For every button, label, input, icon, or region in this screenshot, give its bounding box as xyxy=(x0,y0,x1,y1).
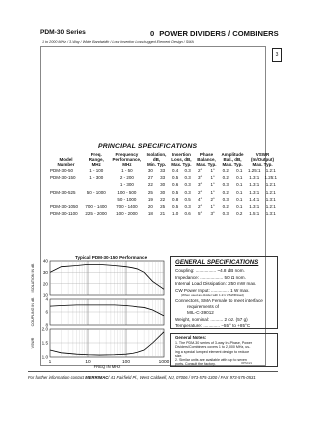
table-cell: 20 xyxy=(147,204,153,210)
specs-header-cell: VSWR xyxy=(255,152,270,157)
table-cell: 18 xyxy=(147,211,153,217)
specs-header-cell: MHz xyxy=(91,162,101,167)
y-tick-label: 1.5 xyxy=(41,340,48,346)
table-row xyxy=(49,196,279,203)
specs-title: PRINCIPAL SPECIFICATIONS xyxy=(98,143,198,150)
spec-cw-note: (When used as divider with 1.2:1 VSWR/load) xyxy=(181,293,244,298)
table-cell: 1.25:1 xyxy=(248,168,261,174)
table-cell: 1° xyxy=(210,189,215,195)
table-cell: 0.3 xyxy=(184,168,191,174)
table-cell: 2° xyxy=(198,189,203,195)
table-cell: 1.25:1 xyxy=(264,175,277,181)
specs-header-cell: Freq. xyxy=(90,152,102,157)
table-cell: 1.4:1 xyxy=(249,196,260,202)
page-subtitle: 1 to 2000 MHz / 3-Way / Wide Bandwidth / Low Insertion Loss/rugged Element Design / SMA xyxy=(42,40,194,44)
y-tick-label: 2.0 xyxy=(41,326,48,332)
specs-header-cell: Min. Typ. xyxy=(146,162,167,167)
table-cell: 1° xyxy=(210,182,215,188)
table-cell: 19 xyxy=(147,196,153,202)
table-row xyxy=(49,210,279,217)
footer-address: / 41 Fairfield Pl., West Caldwell, NJ, 07006 / 973-575-1300 / FAX 973-575-0531 xyxy=(108,375,256,380)
y-tick-label: 10 xyxy=(42,292,48,298)
table-cell: 27 xyxy=(147,175,153,181)
note-1c: ing a special lumped element design to reduce xyxy=(175,349,250,354)
spec-temperature: Temperature: ............. −55° to +85°C xyxy=(175,323,251,329)
footer-prefix: For further information contact xyxy=(28,375,85,380)
table-cell: 30 xyxy=(147,168,153,174)
table-cell: 1.2:1 xyxy=(265,189,276,195)
x-tick-label: 10 xyxy=(85,360,91,365)
table-cell: 100 - 2000 xyxy=(116,211,138,217)
spec-connectors-2: requirements of xyxy=(187,304,219,310)
table-cell: 5° xyxy=(198,211,203,217)
table-cell: 1.3:1 xyxy=(265,196,276,202)
note-2b: ports. Consult the factory. xyxy=(175,362,216,367)
spec-weight: Weight, nominal: .......... 2 oz. (57 g) xyxy=(175,316,248,322)
notes-title: General Notes: xyxy=(175,335,207,340)
y-tick-label: 40 xyxy=(42,258,48,264)
series-line xyxy=(50,332,164,355)
x-tick-label: 1 xyxy=(48,360,52,365)
table-cell: 1.2:1 xyxy=(265,204,276,210)
table-cell: 2° xyxy=(210,196,215,202)
model-cell: PDM-30-150 xyxy=(50,175,76,181)
table-row xyxy=(49,167,279,174)
specs-header-cell: Model xyxy=(59,157,73,162)
specs-header-cell: Frequency xyxy=(115,152,139,157)
table-cell: 1° xyxy=(210,204,215,210)
specs-header-cell: MHz xyxy=(122,162,132,167)
table-row xyxy=(49,174,279,181)
specs-header-cell: Phase xyxy=(199,152,214,157)
table-cell: 0.5 xyxy=(171,204,179,210)
table-cell: 1.3:1 xyxy=(249,182,260,188)
table-cell: 4° xyxy=(198,196,203,202)
table-cell: 0.3 xyxy=(184,182,191,188)
table-cell xyxy=(83,196,110,203)
table-cell: 2° xyxy=(198,204,203,210)
table-cell: 0.5 xyxy=(171,175,179,181)
table-cell: 0.1 xyxy=(236,182,243,188)
table-cell: 0.3 xyxy=(184,175,191,181)
table-cell: 30 xyxy=(160,189,166,195)
table-cell: 50 - 1000 xyxy=(86,189,106,195)
specs-header-cell: Isolation, xyxy=(146,152,167,157)
figure-code: OPSC21 xyxy=(241,361,253,365)
specs-header-cell: Balance, xyxy=(197,157,216,162)
general-notes-box xyxy=(170,333,278,367)
specs-header-cell: Insertion xyxy=(171,152,191,157)
specs-header-cell: Performance, xyxy=(112,157,142,162)
table-cell: 2 - 200 xyxy=(119,175,134,181)
table-cell: 0.3 xyxy=(222,182,229,188)
table-cell: 0.2 xyxy=(236,211,243,217)
spec-power: Internal Load Dissipation: 250 mW max. xyxy=(175,281,257,287)
table-cell: 33 xyxy=(160,175,166,181)
specs-table xyxy=(49,152,279,217)
specs-header-cell: dB, xyxy=(152,157,161,162)
model-cell xyxy=(49,181,83,188)
model-cell: PDM-30-50 xyxy=(50,168,74,174)
table-cell: 3° xyxy=(198,182,203,188)
table-cell: 1.0 xyxy=(171,211,179,217)
y-tick-label: 30 xyxy=(42,269,48,275)
specs-header-cell: Number xyxy=(57,162,75,167)
table-cell: 3° xyxy=(198,175,203,181)
general-specs-box xyxy=(170,256,278,329)
table-cell: 0.3 xyxy=(222,211,229,217)
table-cell: 1.3:1 xyxy=(249,175,260,181)
footer xyxy=(28,371,278,380)
table-cell: 3° xyxy=(210,211,215,217)
model-cell: PDM-30-525 xyxy=(50,189,76,195)
table-cell: 0.6 xyxy=(171,182,179,188)
table-cell: 1 - 100 xyxy=(89,168,104,174)
specs-header-cell: Loss, dB, xyxy=(171,157,192,162)
table-cell: 0.1 xyxy=(236,204,243,210)
y-tick-label: 20 xyxy=(42,281,48,287)
x-axis-label: FREQ IN MHz xyxy=(93,364,121,369)
table-cell: 0.2 xyxy=(222,168,229,174)
spec-connectors: Connectors, SMA Female to meet interface xyxy=(175,297,263,303)
table-cell: 25 xyxy=(147,189,153,195)
x-tick-label: 1000 xyxy=(158,360,170,365)
table-cell: 1° xyxy=(210,175,215,181)
table-cell: 0.4 xyxy=(171,168,179,174)
table-cell: 0.1 xyxy=(236,175,243,181)
table-cell: 0.1 xyxy=(236,168,243,174)
table-cell: 1.2:1 xyxy=(265,182,276,188)
specs-header-cell: Max. Typ. xyxy=(171,162,192,167)
table-cell: 0.2 xyxy=(222,175,229,181)
table-row xyxy=(49,189,279,196)
spec-coupling: Coupling: ................ ~4.8 dB nom. xyxy=(175,268,245,274)
table-cell: 0.3 xyxy=(222,196,229,202)
table-cell: 0.1 xyxy=(236,189,243,195)
note-1b: Dividers/Combiners covers 1 to 2,000 MHz, us- xyxy=(175,345,251,350)
table-cell: 1.3:1 xyxy=(265,211,276,217)
table-cell: 0.3 xyxy=(184,204,191,210)
table-cell: 1.3:1 xyxy=(249,204,260,210)
specs-header-cell: Range, xyxy=(88,157,104,162)
spec-connectors-3: MIL-C-39012 xyxy=(187,310,214,316)
table-cell: 1.5:1 xyxy=(249,211,260,217)
y-tick-label: 6 xyxy=(45,309,48,315)
performance-chart xyxy=(28,258,168,370)
table-cell: 1.3:1 xyxy=(249,189,260,195)
y-axis-label: COUPLING IN dB xyxy=(31,297,35,327)
model-cell xyxy=(49,196,83,203)
table-cell: 0.6 xyxy=(184,211,191,217)
table-cell: 1 - 300 xyxy=(89,175,104,181)
table-cell: 33 xyxy=(160,168,166,174)
footer-company: MERRIMAC xyxy=(85,375,109,380)
spec-impedance: Impedance: .................. 50 Ω nom. xyxy=(175,274,246,280)
page-badge: 3 xyxy=(272,48,282,62)
table-cell: 700 - 1400 xyxy=(116,204,138,210)
table-cell: 1 - 50 xyxy=(121,168,133,174)
specs-header-cell: Max. Typ. xyxy=(222,162,243,167)
table-cell: 0.5 xyxy=(171,189,179,195)
note-1d: size. xyxy=(175,353,183,358)
x-tick-label: 100 xyxy=(121,360,131,365)
general-specs-title: GENERAL SPECIFICATIONS xyxy=(175,259,259,266)
specs-header-cell: (In/Output) xyxy=(251,157,275,162)
table-cell: 0.2 xyxy=(222,204,229,210)
table-cell: 50 - 1000 xyxy=(117,196,137,202)
note-1: 1. The PDM-30 series of 3-way In-Phase, Power xyxy=(175,341,253,346)
spec-cw: CW Power Input: .............. 1 W max. xyxy=(175,287,250,293)
specs-header-cell: Max. Typ. xyxy=(252,162,273,167)
model-cell: PDM-30-1050 xyxy=(50,204,79,210)
specs-body xyxy=(49,167,279,217)
page-headline xyxy=(150,29,279,38)
table-cell: 225 - 2000 xyxy=(85,211,107,217)
table-cell: 2° xyxy=(198,168,203,174)
table-cell: 1 - 300 xyxy=(119,182,134,188)
series-title: PDM-30 Series xyxy=(40,29,86,36)
table-row xyxy=(49,181,279,188)
table-cell: 100 - 500 xyxy=(117,189,137,195)
table-cell: 0.1 xyxy=(236,196,243,202)
model-cell: PDM-30-1100 xyxy=(50,211,78,217)
table-cell: 0.3 xyxy=(184,189,191,195)
table-cell: 0.5 xyxy=(184,196,191,202)
plot-title: Typical PDM-30-150 Performance xyxy=(75,255,148,260)
note-2: 2. Similar units are available with up to seven xyxy=(175,358,247,363)
table-cell: 0.8 xyxy=(171,196,179,202)
table-cell xyxy=(83,181,110,188)
specs-header-cell: Amplitude xyxy=(221,152,244,157)
y-axis-label: VSWR xyxy=(31,337,35,349)
y-axis-label: ISOLATION IN dB xyxy=(31,263,35,293)
table-cell: 1.2:1 xyxy=(265,168,276,174)
y-tick-label: 4 xyxy=(45,296,48,302)
y-tick-label: 1.0 xyxy=(41,354,48,360)
table-cell: 25 xyxy=(160,204,166,210)
table-cell: 1° xyxy=(210,168,215,174)
table-cell: 700 - 1400 xyxy=(85,204,107,210)
table-row xyxy=(49,203,279,210)
series-line xyxy=(50,305,164,316)
headline-text: POWER DIVIDERS / COMBINERS xyxy=(159,29,279,38)
table-cell: 0.2 xyxy=(222,189,229,195)
series-line xyxy=(50,264,164,289)
specs-header-cell: Max. Typ. xyxy=(196,162,217,167)
table-cell: 30 xyxy=(160,182,166,188)
headline-symbol: 0 xyxy=(150,29,155,38)
table-cell: 21 xyxy=(160,211,166,217)
y-tick-label: 8 xyxy=(45,322,48,328)
specs-header-cell: Bal., dB, xyxy=(223,157,242,162)
table-cell: 22 xyxy=(160,196,166,202)
table-cell: 22 xyxy=(147,182,153,188)
